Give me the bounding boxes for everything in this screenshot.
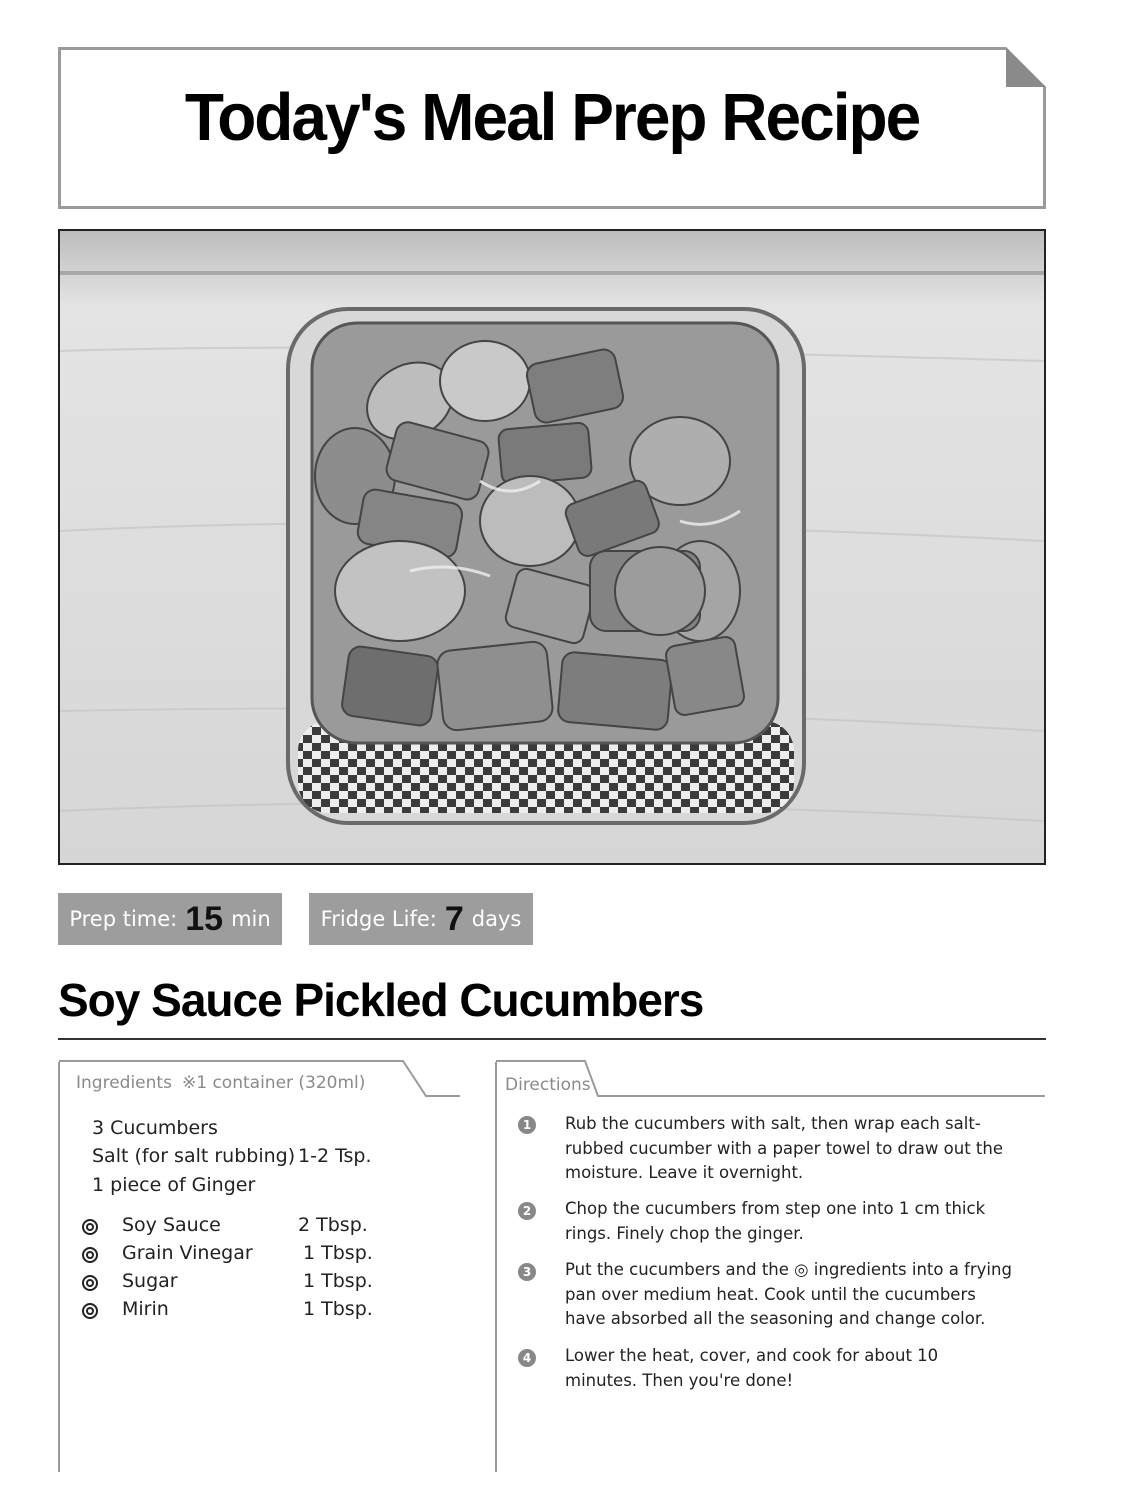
ingredient-amount: 1-2 Tsp. xyxy=(298,1145,372,1167)
directions-panel-border xyxy=(495,1062,497,1472)
ingredient-name: Soy Sauce xyxy=(122,1214,221,1236)
step-text-1: Rub the cucumbers with salt, then wrap each salt-rubbed cucumber with a paper towel to draw out the moisture. Leave it overnight. xyxy=(565,1114,1003,1182)
double-circle-mark-icon xyxy=(82,1247,98,1263)
ingredient-name: Grain Vinegar xyxy=(122,1242,253,1264)
double-circle-mark-icon xyxy=(82,1219,98,1235)
prep-time-label: Prep time: xyxy=(69,907,178,931)
ingredient-amount: 1 Tbsp. xyxy=(303,1242,373,1264)
double-circle-mark-icon xyxy=(82,1303,98,1319)
ingredient-name: Sugar xyxy=(122,1270,178,1292)
step-text-2: Chop the cucumbers from step one into 1 cm thick rings. Finely chop the ginger. xyxy=(565,1199,986,1243)
step-number-3: 3 xyxy=(518,1263,536,1281)
double-circle-mark-icon xyxy=(82,1275,98,1291)
prep-time-unit: min xyxy=(231,907,271,931)
prep-time-value: 15 xyxy=(185,900,224,938)
recipe-title: Soy Sauce Pickled Cucumbers xyxy=(58,974,704,1026)
fridge-life-unit: days xyxy=(471,907,522,931)
directions-tab-label: Directions xyxy=(505,1075,591,1095)
step-text-4: Lower the heat, cover, and cook for about 10 minutes. Then you're done! xyxy=(565,1346,939,1390)
step-text-3: Put the cucumbers and the ◎ ingredients into a frying pan over medium heat. Cook until the cucumbers have absorbed all the seasoning and change color. xyxy=(565,1260,1012,1328)
fridge-life-label: Fridge Life: xyxy=(320,907,437,931)
title-divider xyxy=(58,1038,1046,1040)
step-number-1: 1 xyxy=(518,1116,536,1134)
ingredient-amount: 1 Tbsp. xyxy=(303,1270,373,1292)
ingredient-name: Salt (for salt rubbing) xyxy=(92,1145,296,1167)
ingredient-name: Mirin xyxy=(122,1298,169,1320)
ingredient-amount: 1 Tbsp. xyxy=(303,1298,373,1320)
ingredient-name: 1 piece of Ginger xyxy=(92,1174,256,1196)
ingredients-yield-note: ※1 container (320ml) xyxy=(182,1073,366,1093)
ingredients-panel-border xyxy=(58,1062,60,1472)
ingredients-tab-label: Ingredients xyxy=(76,1073,172,1093)
page-title: Today's Meal Prep Recipe xyxy=(184,79,920,155)
fridge-life-value: 7 xyxy=(444,900,464,938)
recipe-photo xyxy=(58,229,1046,865)
step-number-4: 4 xyxy=(518,1349,536,1367)
ingredient-amount: 2 Tbsp. xyxy=(298,1214,368,1236)
fridge-life-badge xyxy=(309,893,533,945)
ingredient-name: 3 Cucumbers xyxy=(92,1117,218,1139)
prep-time-badge xyxy=(58,893,282,945)
step-number-2: 2 xyxy=(518,1202,536,1220)
